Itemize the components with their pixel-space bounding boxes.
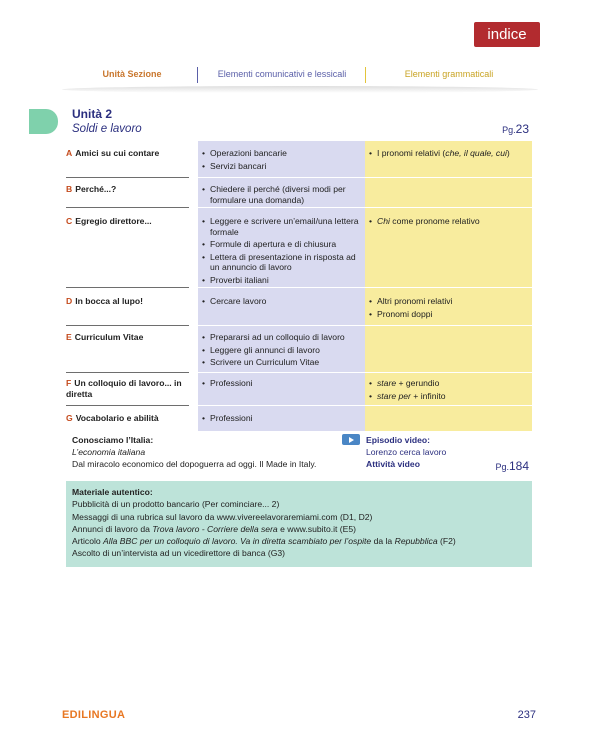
communication-list — [202, 216, 362, 287]
column-header-grammaticali: Elementi grammaticali — [404, 69, 494, 79]
video-episode[interactable] — [366, 434, 446, 470]
section-label: Egregio direttore... — [75, 216, 152, 226]
video-heading: Episodio video: — [366, 435, 430, 445]
list-item: • Chi come pronome relativo — [369, 216, 527, 227]
communication-list — [202, 296, 362, 309]
unit-subtitle: Soldi e lavoro — [72, 123, 142, 135]
list-item: • Leggere gli annunci di lavoro — [202, 345, 362, 356]
list-item: • Leggere e scrivere un’email/una lettera formale — [202, 216, 362, 237]
unit-title: Unità 2 — [72, 107, 113, 121]
unit-page-ref[interactable] — [502, 122, 529, 136]
page-number: 23 — [515, 122, 529, 136]
row-divider — [66, 405, 189, 406]
section-label: Perché...? — [75, 184, 117, 194]
video-play-icon[interactable] — [342, 434, 360, 445]
materiale-item: Pubblicità di un prodotto bancario (Per cominciare... 2) — [72, 499, 280, 510]
row-divider — [198, 287, 532, 288]
column-header-unita: Unità Sezione — [102, 69, 162, 79]
publisher-logo: EDILINGUA — [62, 709, 126, 721]
unit-tab-marker — [29, 109, 58, 134]
materiale-item: Messaggi di una rubrica sul lavoro da www.vivereelavoraremiami.com (D1, D2) — [72, 511, 373, 522]
list-item: • Cercare lavoro — [202, 296, 362, 307]
materiale-item: Ascolto di un’intervista ad un vicedirettore di banca (G3) — [72, 548, 286, 559]
section-letter: B — [66, 184, 73, 194]
list-item: • Pronomi doppi — [369, 309, 527, 320]
communication-list — [202, 148, 362, 173]
section-letter: G — [66, 413, 73, 423]
communication-list — [202, 378, 362, 391]
list-item: • Operazioni bancarie — [202, 148, 362, 159]
section-letter: A — [66, 148, 73, 158]
conosciamo-heading: Conosciamo l’Italia: — [72, 435, 154, 445]
communication-list — [202, 413, 362, 426]
row-divider — [198, 372, 532, 373]
indice-button[interactable]: indice — [474, 22, 540, 47]
materiale-heading: Materiale autentico: — [72, 487, 153, 497]
page-number: 184 — [508, 459, 529, 473]
list-item: • Lettera di presentazione in risposta ad un annuncio di lavoro — [202, 252, 362, 273]
row-divider — [66, 325, 189, 326]
row-divider — [198, 325, 532, 326]
list-item: • Professioni — [202, 413, 362, 424]
column-header-comunicativi: Elementi comunicativi e lessicali — [217, 69, 347, 79]
communication-list — [202, 184, 362, 207]
contents-table — [66, 141, 532, 431]
conosciamo-text: Dal miracolo economico del dopoguerra ad oggi. Il Made in Italy. — [72, 459, 317, 469]
section-f[interactable] — [66, 378, 194, 400]
row-divider — [66, 372, 189, 373]
section-label: Un colloquio di lavoro... in diretta — [66, 378, 182, 399]
list-item: • Prepararsi ad un colloquio di lavoro — [202, 332, 362, 343]
grammar-list — [369, 216, 527, 229]
video-title: Lorenzo cerca lavoro — [366, 447, 447, 457]
section-a[interactable] — [66, 148, 194, 159]
list-item: • stare + gerundio — [369, 378, 527, 389]
section-g[interactable] — [66, 413, 194, 424]
column-headers — [66, 67, 532, 83]
conosciamo-subtitle: L’economia italiana — [72, 447, 146, 457]
section-e[interactable] — [66, 332, 194, 343]
section-d[interactable] — [66, 296, 194, 307]
video-activity: Attività video — [366, 459, 420, 469]
section-letter: E — [66, 332, 72, 342]
materiale-item: Annunci di lavoro da Trova lavoro - Corriere della sera e www.subito.it (E5) — [72, 523, 357, 534]
section-letter: C — [66, 216, 73, 226]
section-label: Amici su cui contare — [75, 148, 160, 158]
row-divider — [198, 207, 532, 208]
list-item: • stare per + infinito — [369, 391, 527, 402]
row-divider — [198, 405, 532, 406]
grammar-list — [369, 148, 527, 161]
list-item: • Scrivere un Curriculum Vitae — [202, 357, 362, 368]
communication-list — [202, 332, 362, 370]
section-letter: F — [66, 378, 72, 388]
conosciamo-italia — [72, 434, 352, 470]
header-shadow — [62, 86, 538, 93]
list-item: • Proverbi italiani — [202, 275, 362, 286]
section-label: In bocca al lupo! — [75, 296, 144, 306]
page-number-footer: 237 — [517, 709, 536, 721]
list-item: • Servizi bancari — [202, 161, 362, 172]
row-divider — [66, 207, 189, 208]
list-item: • Altri pronomi relativi — [369, 296, 527, 307]
list-item: • Professioni — [202, 378, 362, 389]
grammar-list — [369, 296, 527, 321]
list-item: • Formule di apertura e di chiusura — [202, 239, 362, 250]
column-divider — [197, 67, 198, 83]
grammar-list — [369, 378, 527, 403]
section-c[interactable] — [66, 216, 194, 227]
materiale-autentico-box — [66, 481, 532, 567]
row-divider — [66, 287, 189, 288]
row-divider — [198, 177, 532, 178]
list-item: • Chiedere il perché (diversi modi per formulare una domanda) — [202, 184, 362, 205]
materiale-item: Articolo Alla BBC per un colloquio di lavoro. Va in diretta scambiato per l’ospite da la Repubblica (F2) — [72, 536, 456, 547]
video-page-ref[interactable] — [495, 459, 529, 473]
row-divider — [66, 177, 189, 178]
section-b[interactable] — [66, 184, 194, 195]
page-label: Pg. — [502, 125, 516, 135]
section-label: Vocabolario e abilità — [75, 413, 159, 423]
section-label: Curriculum Vitae — [74, 332, 144, 342]
list-item: • I pronomi relativi (che, il quale, cui) — [369, 148, 527, 159]
page-label: Pg. — [495, 462, 509, 472]
section-letter: D — [66, 296, 73, 306]
